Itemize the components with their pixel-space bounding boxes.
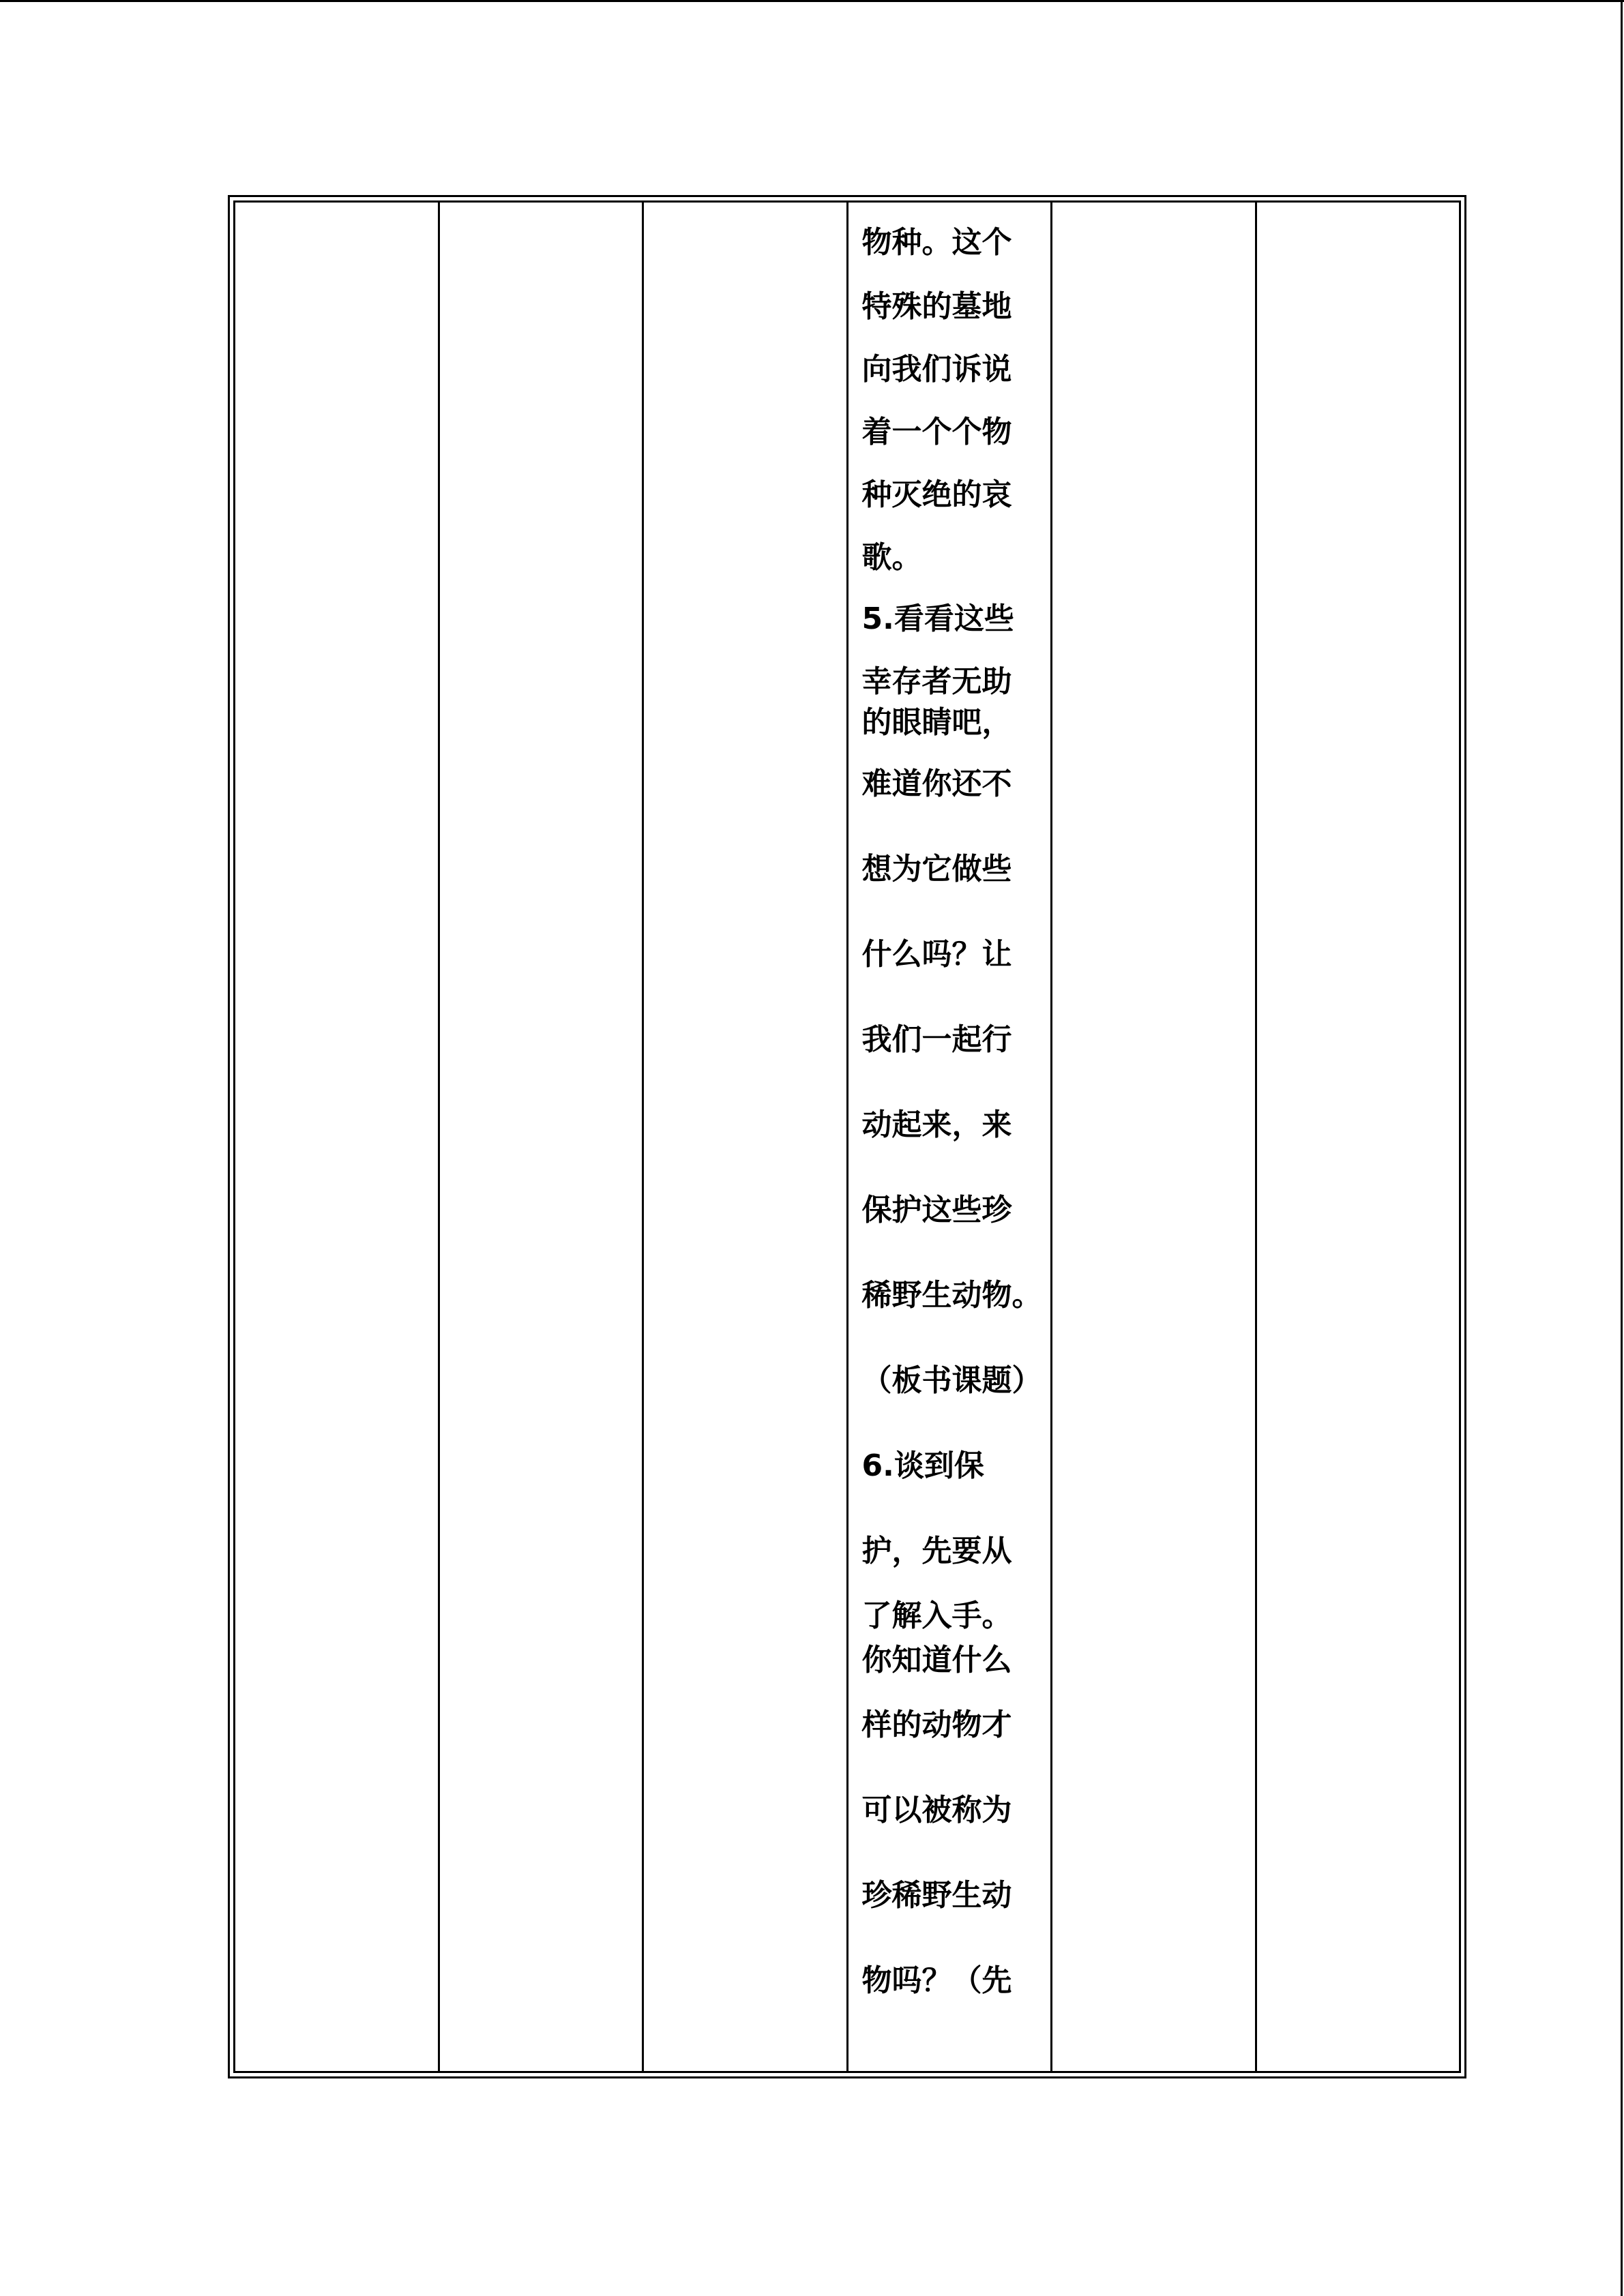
table-cell-col-3 <box>643 202 848 2072</box>
cell-text-line: 样的动物才 <box>861 1708 1012 1742</box>
cell-text-line: 可以被称为 <box>861 1793 1012 1828</box>
cell-text-line: 的眼睛吧， <box>861 705 1012 740</box>
cell-text-line: 你知道什么 <box>861 1643 1012 1678</box>
cell-text-line: 珍稀野生动 <box>861 1878 1012 1913</box>
cell-text-line: 护，先要从 <box>861 1534 1012 1568</box>
cell-text-line: 了解入手。 <box>861 1598 1012 1633</box>
cell-text-line: 保护这些珍 <box>861 1193 1012 1227</box>
cell-text-line: 着一个个物 <box>861 415 1012 449</box>
page-border-right <box>1621 0 1623 2296</box>
cell-text-line: 稀野生动物。 <box>861 1278 1042 1313</box>
cell-text-line: 什么吗？让 <box>861 937 1012 972</box>
cell-text-line: （板书课题） <box>861 1363 1042 1398</box>
cell-text-line: 歌。 <box>861 540 922 575</box>
page-border-top <box>0 0 1624 2</box>
table-cell-col-2 <box>439 202 643 2072</box>
cell-text-line: 幸存者无助 <box>861 664 1012 699</box>
cell-text-line: 物吗？（先 <box>861 1963 1012 1998</box>
cell-text-line: 向我们诉说 <box>861 352 1012 387</box>
table-cell-col-4 <box>847 202 1052 2072</box>
cell-text-line: 特殊的墓地 <box>861 289 1012 324</box>
table-cell-col-1 <box>235 202 439 2072</box>
cell-text-line: 5.看看这些 <box>861 601 1014 636</box>
cell-text-line: 6.谈到保 <box>861 1448 984 1483</box>
table-row <box>235 202 1460 2072</box>
cell-text-line: 动起来，来 <box>861 1107 1012 1142</box>
cell-text-line: 难道你还不 <box>861 766 1012 801</box>
cell-text-line: 物种。这个 <box>861 225 1012 260</box>
cell-text-line: 我们一起行 <box>861 1022 1012 1057</box>
lesson-table <box>228 195 1466 2078</box>
table-cell-col-5 <box>1052 202 1256 2072</box>
lesson-table-grid <box>233 200 1461 2073</box>
table-cell-col-6 <box>1256 202 1460 2072</box>
cell-text-line: 想为它做些 <box>861 852 1012 886</box>
cell-text-line: 种灭绝的哀 <box>861 477 1012 512</box>
